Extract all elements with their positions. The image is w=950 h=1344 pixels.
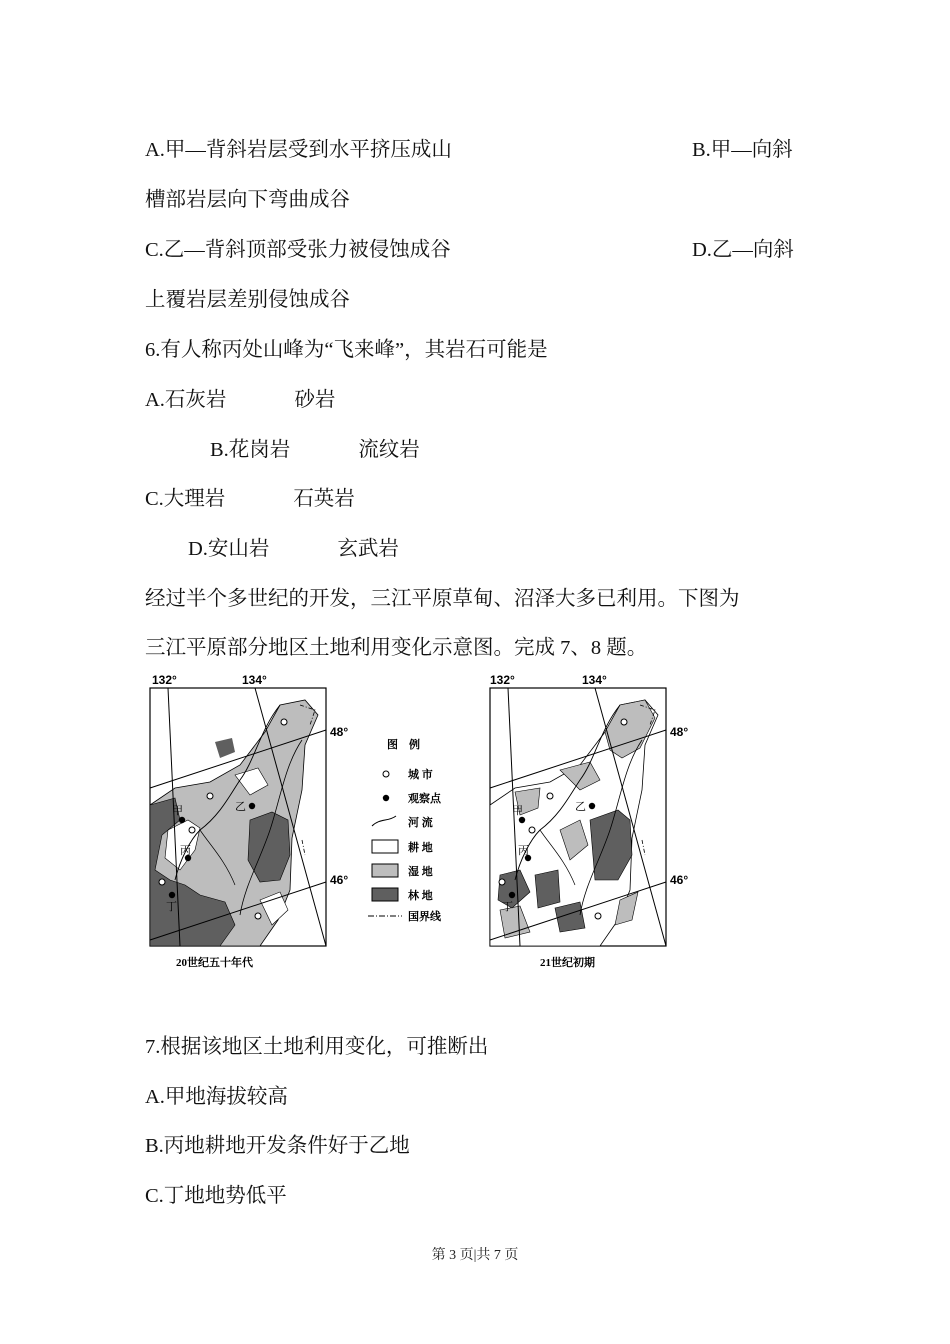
legend-farmland: 耕 地	[408, 842, 433, 854]
q5-option-c: C.乙—背斜顶部受张力被侵蚀成谷	[145, 239, 451, 261]
legend-river: 河 流	[408, 817, 433, 829]
q5-option-d-tail: 上覆岩层差别侵蚀成谷	[145, 289, 350, 311]
map2-lat-48: 48°	[670, 725, 689, 739]
q7-option-b: B.丙地耕地开发条件好于乙地	[145, 1135, 410, 1157]
q6-option-b	[210, 436, 420, 464]
map-2000s	[490, 688, 666, 946]
map2-label-yi: 乙	[575, 801, 586, 813]
q7-stem: 7.根据该地区土地利用变化，可推断出	[145, 1036, 489, 1058]
intro-line-2: 三江平原部分地区土地利用变化示意图。完成 7、8 题。	[145, 637, 648, 659]
page-footer: 第 3 页|共 7 页	[431, 1248, 519, 1263]
legend-forest: 林 地	[408, 890, 433, 902]
intro-line-1: 经过半个多世纪的开发，三江平原草甸、沼泽大多已利用。下图为	[145, 588, 740, 610]
q6-d-rock1: D.安山岩	[188, 538, 270, 560]
q5-option-b-head: B.甲—向斜	[692, 139, 793, 161]
map1-lon-132: 132°	[152, 673, 177, 687]
map2-lon-134: 134°	[582, 673, 607, 687]
map2-lat-46: 46°	[670, 873, 689, 887]
legend-city: 城 市	[408, 769, 433, 781]
q6-option-d	[188, 535, 399, 563]
map2-lon-132: 132°	[490, 673, 515, 687]
q7-option-a: A.甲地海拔较高	[145, 1086, 288, 1108]
q6-c-rock1: C.大理岩	[145, 488, 226, 510]
q6-stem: 6.有人称丙处山峰为“飞来峰”，其岩石可能是	[145, 339, 548, 361]
q7-option-c: C.丁地地势低平	[145, 1185, 287, 1207]
q6-a-rock1: A.石灰岩	[145, 389, 227, 411]
q6-b-rock1: B.花岗岩	[210, 439, 291, 461]
map1-lat-48: 48°	[330, 725, 349, 739]
map1-label-bing: 丙	[180, 845, 191, 857]
map2-label-jia: 甲	[512, 805, 523, 817]
map2-label-bing: 丙	[518, 845, 529, 857]
q6-a-rock2: 砂岩	[294, 389, 336, 411]
map2-label-ding: 丁	[502, 901, 513, 913]
q5-option-b-tail: 槽部岩层向下弯曲成谷	[145, 189, 350, 211]
map1-lat-46: 46°	[330, 873, 349, 887]
map1-label-yi: 乙	[235, 801, 246, 813]
legend-border: 国界线	[408, 911, 441, 923]
q6-option-a	[145, 386, 335, 414]
q5-option-d-head: D.乙—向斜	[692, 239, 794, 261]
land-use-figure	[140, 670, 689, 970]
q6-c-rock2: 石英岩	[293, 488, 355, 510]
q6-d-rock2: 玄武岩	[337, 538, 399, 560]
legend	[368, 737, 442, 923]
q5-option-a: A.甲—背斜岩层受到水平挤压成山	[145, 139, 452, 161]
caption-right: 21世纪初期	[540, 957, 595, 969]
q6-option-c	[145, 485, 355, 513]
legend-wetland: 湿 地	[408, 866, 433, 878]
map1-label-jia: 甲	[172, 805, 183, 817]
caption-left: 20世纪五十年代	[176, 957, 253, 969]
legend-observation: 观察点	[408, 793, 441, 805]
legend-title: 图 例	[387, 739, 420, 751]
map1-lon-134: 134°	[242, 673, 267, 687]
map1-label-ding: 丁	[166, 901, 177, 913]
q6-b-rock2: 流纹岩	[358, 439, 420, 461]
